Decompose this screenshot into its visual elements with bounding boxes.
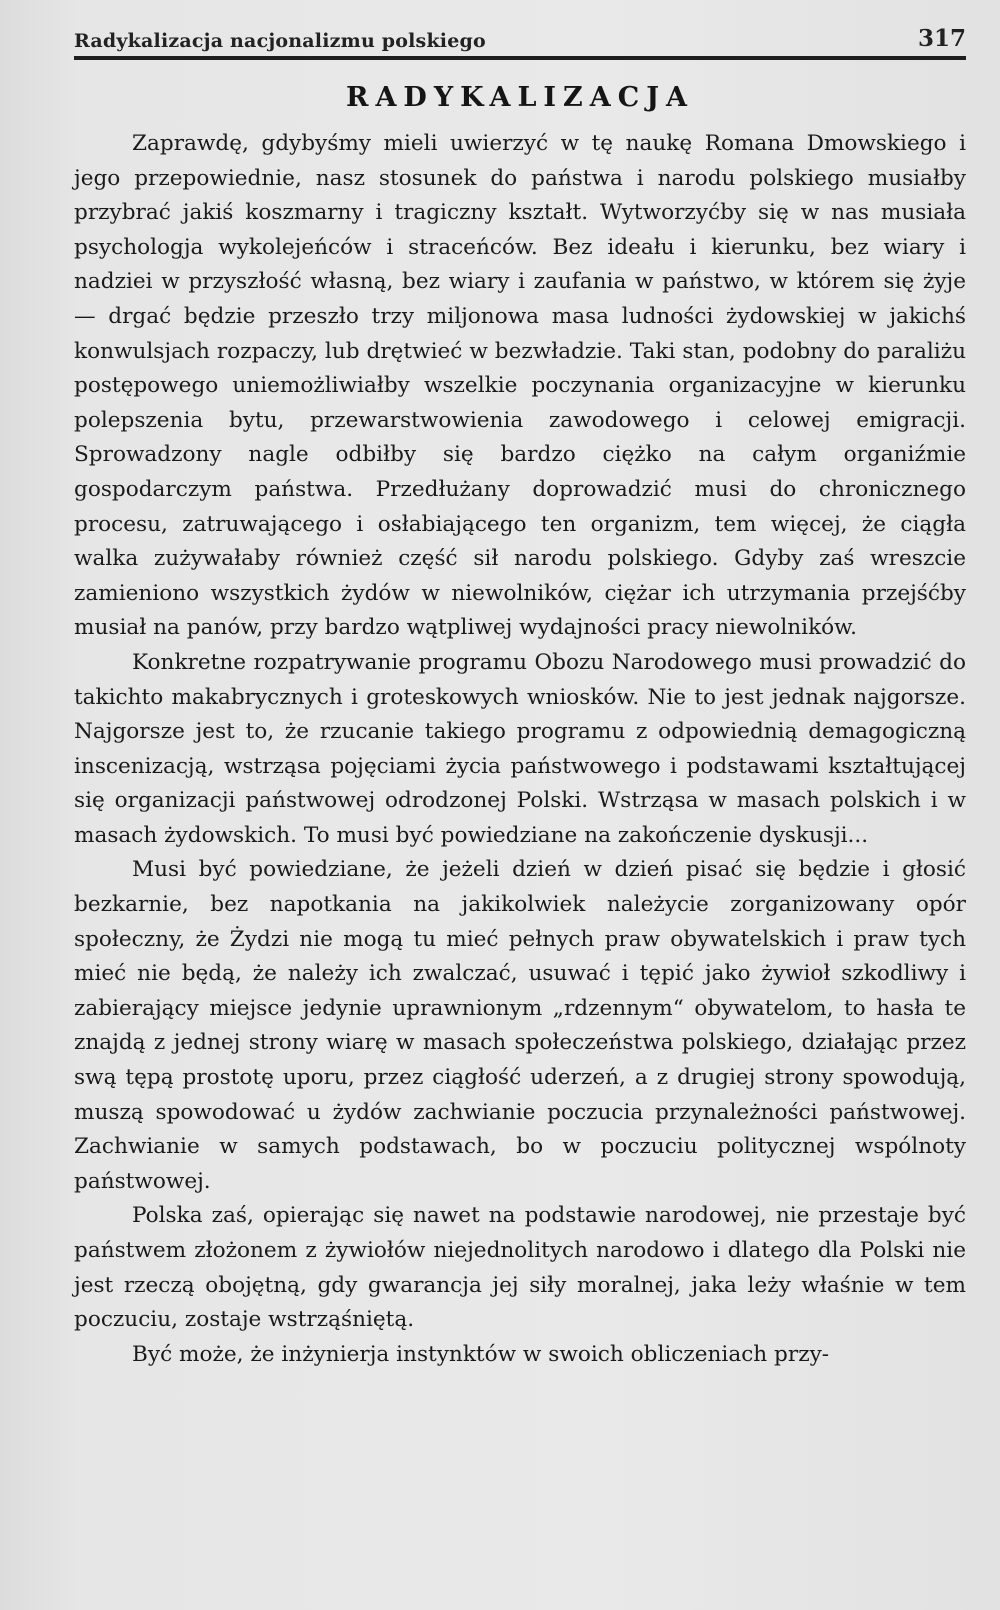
section-title: RADYKALIZACJA <box>346 82 694 113</box>
paragraph: Polska zaś, opierając się nawet na podstawie narodowej, nie przestaje być państwem złożonem z żywiołów niejednolitych narodowo i dlatego dla Polski nie jest rzeczą obojętną, gdy gwarancja jej siły moralnej, jaka leży właśnie w tem poczuciu, zostaje wstrząśniętą. <box>74 1203 966 1333</box>
paragraph: Musi być powiedziane, że jeżeli dzień w dzień pisać się będzie i głosić bezkarnie, bez napotkania na jakikolwiek należycie zorganizowany opór społeczny, że Żydzi nie mogą tu mieć pełnych praw obywatelskich i praw tych mieć nie będą, że należy ich zwalczać, usuwać i tępić jako żywioł szkodliwy i zabierający miejsce jedynie uprawnionym „rdzennym“ obywatelom, to hasła te znajdą z jednej strony wiarę w masach społeczeństwa polskiego, działając przez swą tępą prostotę uporu, przez ciągłość uderzeń, a z drugiej strony spowodują, muszą spowodować u żydów zachwianie poczucia przynależności państwowej. Zachwianie w samych podstawach, bo w poczuciu politycznej wspólnoty państwowej. <box>74 857 966 1194</box>
body-text <box>74 127 966 1372</box>
page-number: 317 <box>917 25 966 52</box>
paragraph: Zaprawdę, gdybyśmy mieli uwierzyć w tę naukę Romana Dmowskiego i jego przepowiednie, nasz stosunek do państwa i narodu polskiego musiałby przybrać jakiś koszmarny i tragiczny kształt. Wytworzyćby się w nas musiała psychologja wykolejeńców i straceńców. Bez ideału i kierunku, bez wiary i nadziei w przyszłość własną, bez wiary i zaufania w państwo, w którem się żyje — drgać będzie przeszło trzy miljonowa masa ludności żydowskiej w jakichś konwulsjach rozpaczy, lub drętwieć w bezwładzie. Taki stan, podobny do paraliżu postępowego uniemożliwiałby wszelkie poczynania organizacyjne w kierunku polepszenia bytu, przewarstwowienia zawodowego i celowej emigracji. Sprowadzony nagle odbiłby się bardzo ciężko na całym organiźmie gospodarczym państwa. Przedłużany doprowadzić musi do chronicznego procesu, zatruwającego i osłabiającego ten organizm, tem więcej, że ciągła walka zużywałaby również część sił narodu polskiego. Gdyby zaś wreszcie zamieniono wszystkich żydów w niewolników, ciężar ich utrzymania przejśćby musiał na panów, przy bardzo wątpliwej wydajności pracy niewolników. <box>74 131 966 641</box>
running-title: Radykalizacja nacjonalizmu polskiego <box>74 30 486 52</box>
paragraph: Być może, że inżynierja instynktów w swoich obliczeniach przy- <box>132 1341 830 1367</box>
paragraph: Konkretne rozpatrywanie programu Obozu Narodowego musi prowadzić do takichto makabrycznych i groteskowych wniosków. Nie to jest jednak najgorsze. Najgorsze jest to, że rzucanie takiego programu z odpowiednią demagogiczną inscenizacją, wstrząsa pojęciami życia państwowego i podstawami kształtującej się organizacji państwowej odrodzonej Polski. Wstrząsa w masach polskich i w masach żydowskich. To musi być powiedziane na zakończenie dyskusji... <box>74 649 966 848</box>
page-header <box>74 18 966 60</box>
